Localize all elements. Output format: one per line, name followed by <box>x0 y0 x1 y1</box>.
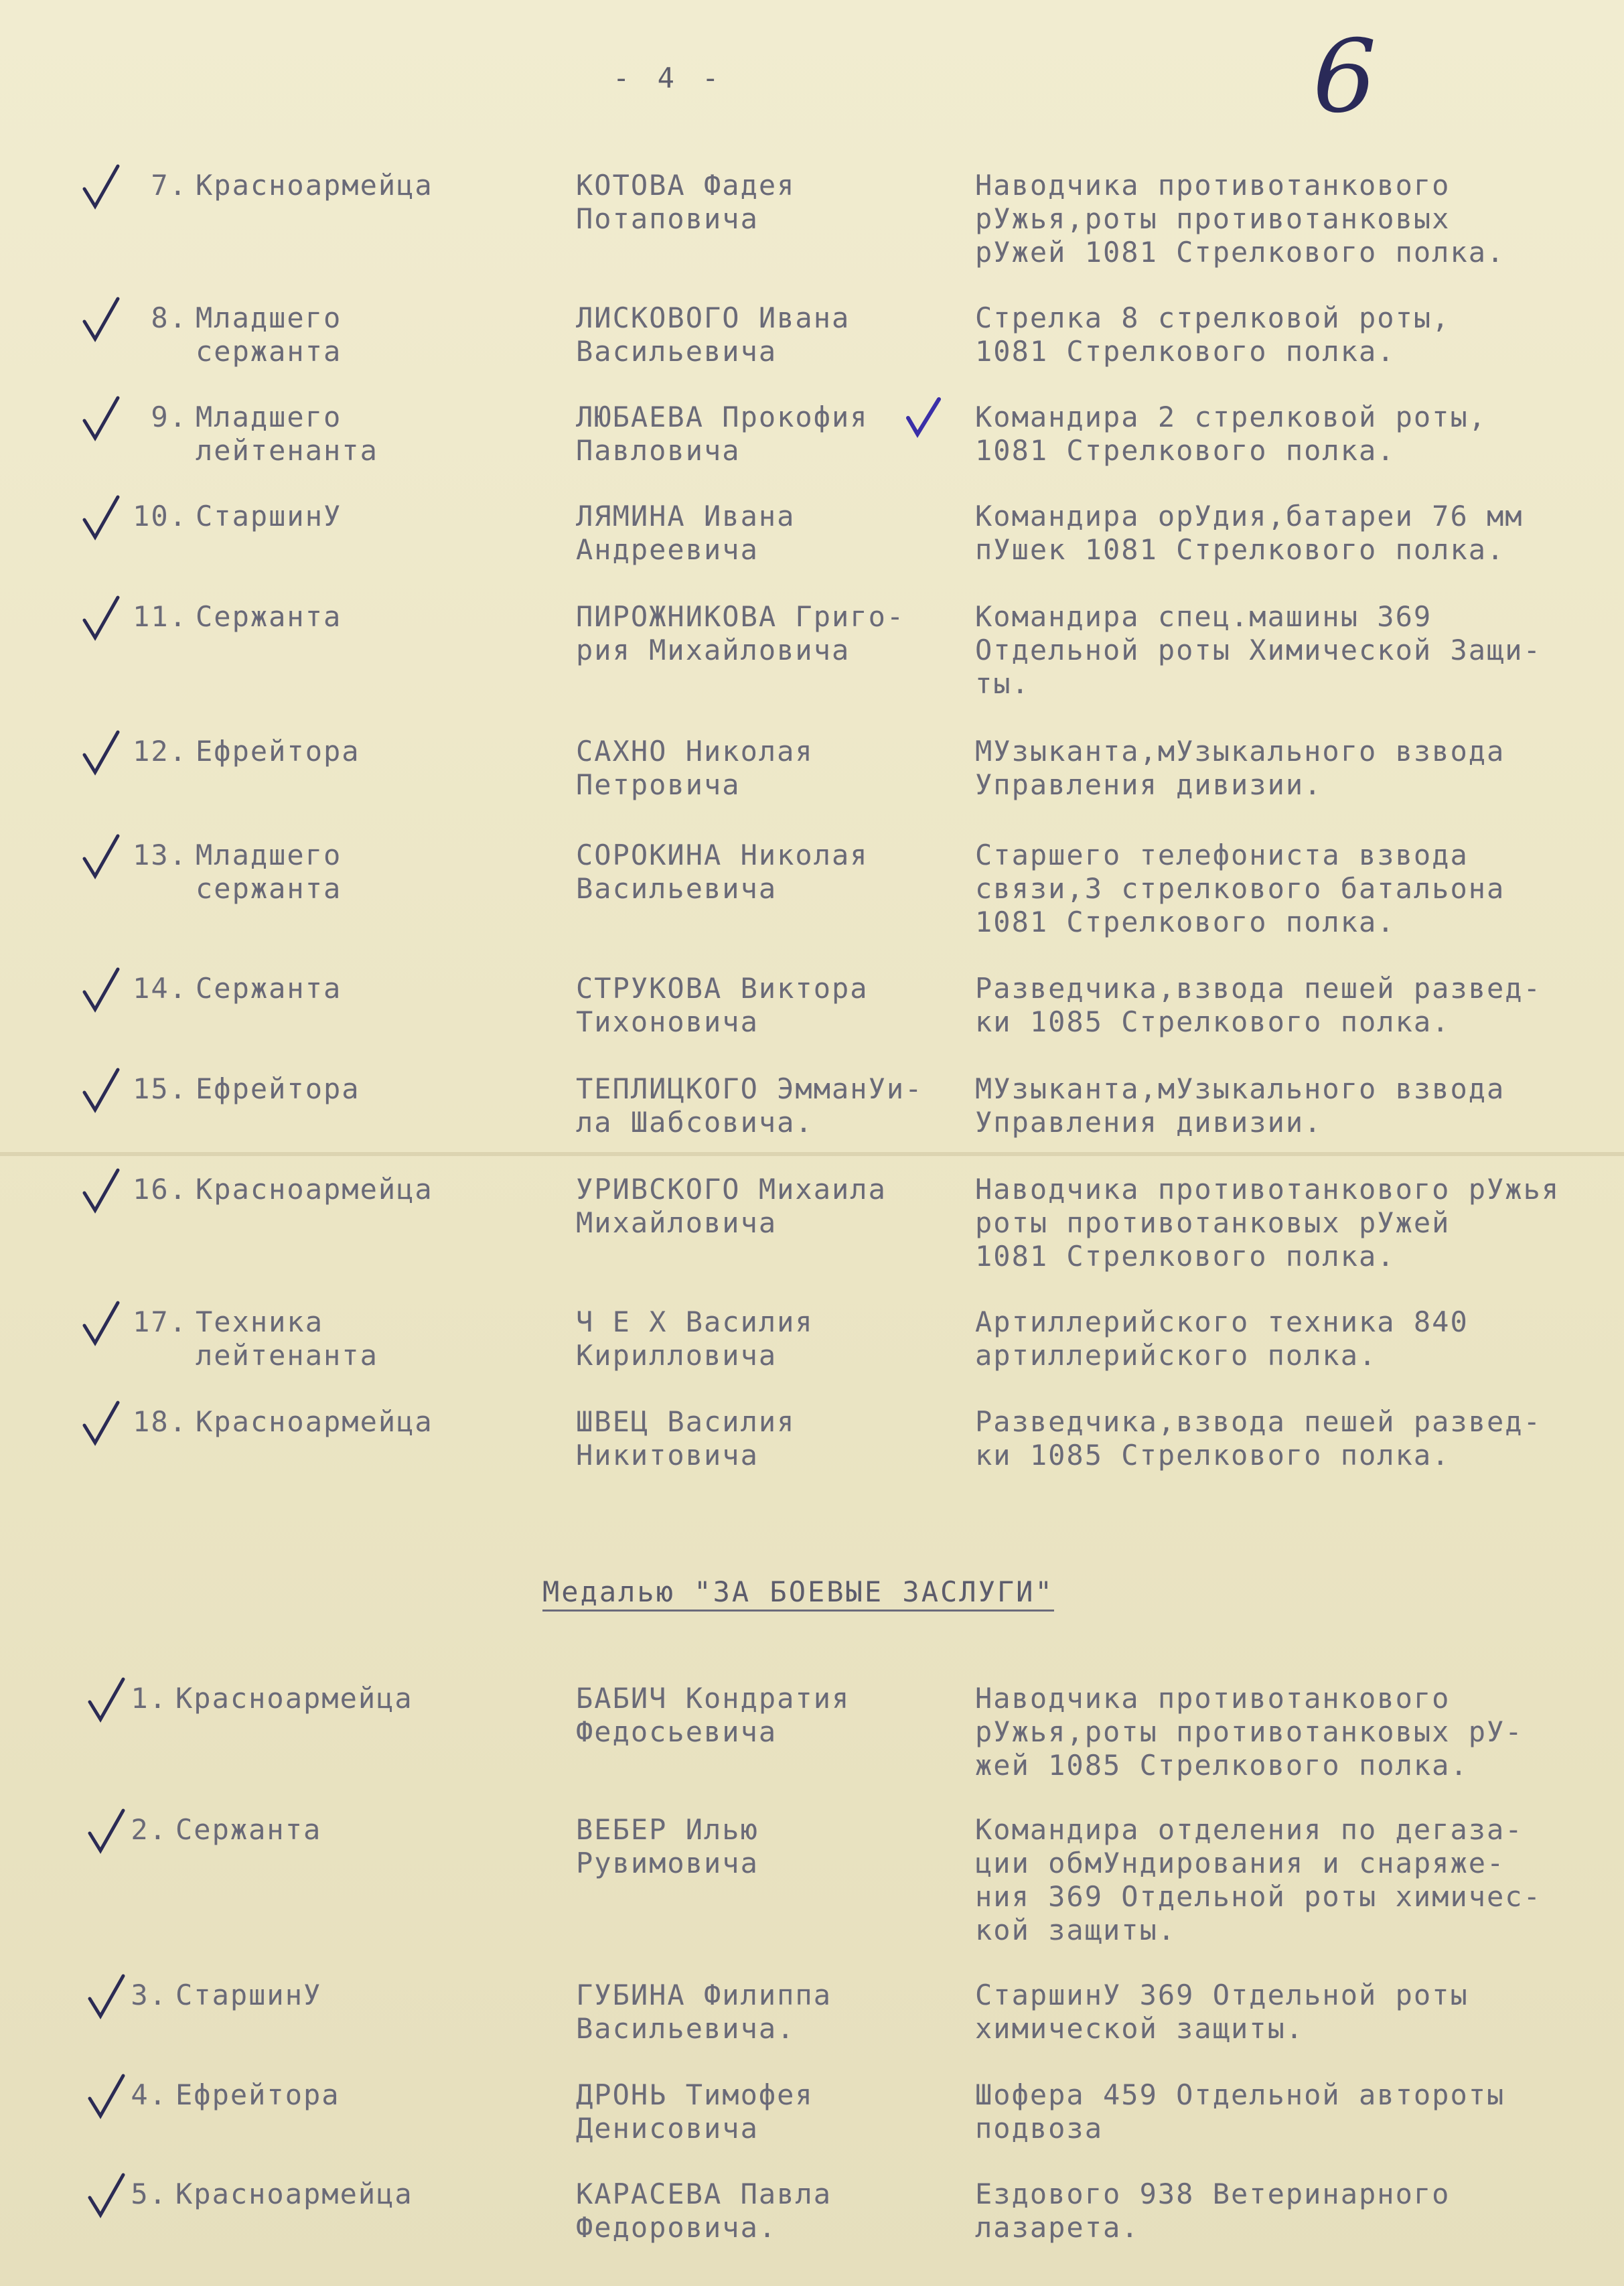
entry-position: Командира орУдия,батареи 76 мм пУшек 1081 Стрелкового полка. <box>975 500 1524 566</box>
checkmark-icon <box>903 394 943 441</box>
entry-position: Командира отделения по дегаза- ции обмУндирования и снаряже- ния 369 Отдельной роты химичес- кой защиты. <box>975 1813 1542 1946</box>
entry-name: УРИВСКОГО Михаила Михайловича <box>576 1173 887 1239</box>
checkmark-icon <box>80 1067 121 1114</box>
entry-rank: Красноармейца <box>196 169 433 202</box>
entry-position: Разведчика,взвода пешей развед- ки 1085 Стрелкового полка. <box>975 972 1542 1038</box>
entry-name: ПИРОЖНИКОВА Григо- рия Михайловича <box>576 600 905 666</box>
entry-number: 8. <box>151 301 188 334</box>
entry-number: 15. <box>133 1072 188 1105</box>
checkmark-icon <box>80 833 121 880</box>
checkmark-icon <box>80 395 121 442</box>
entry-number: 18. <box>133 1405 188 1438</box>
checkmark-icon <box>80 163 121 210</box>
checkmark-icon <box>80 967 121 1013</box>
entry-position: Старшего телефониста взвода связи,3 стрелкового батальона 1081 Стрелкового полка. <box>975 839 1505 938</box>
entry-name: ЛЮБАЕВА Прокофия Павловича <box>576 401 869 467</box>
entry-rank: Красноармейца <box>175 1682 413 1715</box>
entry-name: Ч Е Х Василия Кирилловича <box>576 1305 814 1372</box>
entry-name: САХНО Николая Петровича <box>576 735 814 801</box>
entry-number: 3. <box>131 1979 167 2011</box>
entry-number: 10. <box>133 500 188 532</box>
entry-position: Шофера 459 Отдельной автороты подвоза <box>975 2078 1505 2145</box>
entry-position: Разведчика,взвода пешей развед- ки 1085 Стрелкового полка. <box>975 1405 1542 1472</box>
entry-position: МУзыканта,мУзыкального взвода Управления дивизии. <box>975 1072 1505 1139</box>
entry-name: КАРАСЕВА Павла Федоровича. <box>576 2177 832 2244</box>
entry-rank: Младшего сержанта <box>196 839 342 905</box>
page-number: - 4 - <box>613 62 725 94</box>
entry-rank: Младшего сержанта <box>196 301 342 368</box>
entry-rank: Ефрейтора <box>196 1072 360 1105</box>
entry-number: 9. <box>151 401 188 433</box>
paper-fold <box>0 1152 1624 1156</box>
entry-position: Командира 2 стрелковой роты, 1081 Стрелкового полка. <box>975 401 1487 467</box>
checkmark-icon <box>80 1300 121 1347</box>
entry-position: МУзыканта,мУзыкального взвода Управления дивизии. <box>975 735 1505 801</box>
entry-position: Наводчика противотанкового рУжья,роты противотанковых рУжей 1081 Стрелкового полка. <box>975 169 1505 269</box>
entry-number: 7. <box>151 169 188 202</box>
entry-rank: Ефрейтора <box>175 2078 340 2111</box>
entry-position: Стрелка 8 стрелковой роты, 1081 Стрелкового полка. <box>975 301 1451 368</box>
entry-name: ТЕПЛИЦКОГО ЭмманУи- ла Шабсовича. <box>576 1072 924 1139</box>
section-title: Медалью "ЗА БОЕВЫЕ ЗАСЛУГИ" <box>542 1575 1054 1612</box>
entry-rank: Красноармейца <box>196 1173 433 1206</box>
entry-rank: Младшего лейтенанта <box>196 401 378 467</box>
entry-position: Наводчика противотанкового рУжья,роты противотанковых рУ- жей 1085 Стрелкового полка. <box>975 1682 1524 1782</box>
entry-name: ГУБИНА Филиппа Васильевича. <box>576 1979 832 2045</box>
entry-name: ЛЯМИНА Ивана Андреевича <box>576 500 796 566</box>
checkmark-icon <box>80 729 121 776</box>
entry-number: 5. <box>131 2177 167 2210</box>
checkmark-icon <box>80 595 121 642</box>
entry-name: КОТОВА Фадея Потаповича <box>576 169 796 235</box>
entry-name: ЛИСКОВОГО Ивана Васильевича <box>576 301 851 368</box>
entry-position: Ездового 938 Ветеринарного лазарета. <box>975 2177 1451 2244</box>
entry-rank: Красноармейца <box>175 2177 413 2210</box>
entry-number: 17. <box>133 1305 188 1338</box>
entry-number: 4. <box>131 2078 167 2111</box>
entry-rank: СтаршинУ <box>175 1979 322 2011</box>
entry-number: 13. <box>133 839 188 871</box>
entry-rank: Сержанта <box>196 600 342 633</box>
checkmark-icon <box>80 494 121 541</box>
entry-rank: Сержанта <box>175 1813 322 1846</box>
entry-rank: Ефрейтора <box>196 735 360 768</box>
entry-number: 12. <box>133 735 188 768</box>
checkmark-icon <box>80 1400 121 1447</box>
entry-name: ВЕБЕР Илью Рувимовича <box>576 1813 759 1879</box>
entry-name: СОРОКИНА Николая Васильевича <box>576 839 869 905</box>
entry-position: СтаршинУ 369 Отдельной роты химической защиты. <box>975 1979 1469 2045</box>
entry-position: Наводчика противотанкового рУжья роты противотанковых рУжей 1081 Стрелкового полка. <box>975 1173 1560 1273</box>
entry-position: Артиллерийского техника 840 артиллерийского полка. <box>975 1305 1469 1372</box>
entry-number: 11. <box>133 600 188 633</box>
entry-number: 1. <box>131 1682 167 1715</box>
entry-rank: Техника лейтенанта <box>196 1305 378 1372</box>
entry-rank: Красноармейца <box>196 1405 433 1438</box>
entry-name: ДРОНЬ Тимофея Денисовича <box>576 2078 814 2145</box>
entry-number: 16. <box>133 1173 188 1206</box>
entry-number: 14. <box>133 972 188 1005</box>
entry-rank: Сержанта <box>196 972 342 1005</box>
entry-name: ШВЕЦ Василия Никитовича <box>576 1405 796 1472</box>
archive-number: 6 <box>1313 19 1377 135</box>
entry-position: Командира спец.машины 369 Отдельной роты Химической Защи- ты. <box>975 600 1542 700</box>
entry-number: 2. <box>131 1813 167 1846</box>
entry-name: СТРУКОВА Виктора Тихоновича <box>576 972 869 1038</box>
checkmark-icon <box>80 1167 121 1214</box>
checkmark-icon <box>80 296 121 343</box>
entry-name: БАБИЧ Кондратия Федосьевича <box>576 1682 851 1748</box>
entry-rank: СтаршинУ <box>196 500 342 532</box>
